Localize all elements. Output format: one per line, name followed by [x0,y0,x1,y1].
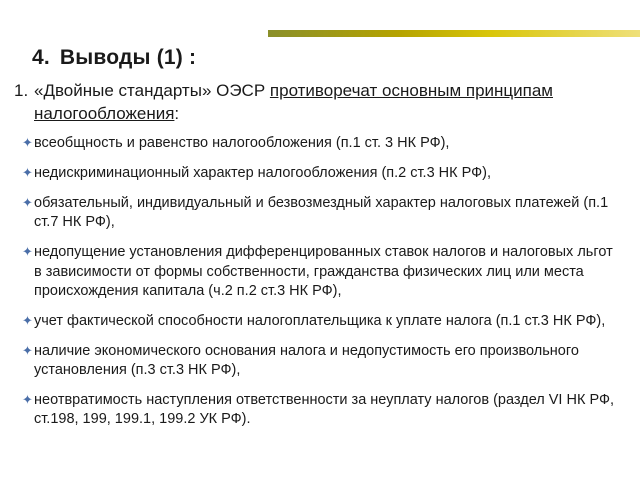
page-title [32,46,196,70]
lead-text [34,80,628,126]
list-item [14,312,628,331]
page-title-text: Выводы (1) : [59,46,197,69]
decorative-top-bar [268,30,640,37]
list-item [14,134,628,153]
list-item-text: неотвратимость наступления ответственности за неуплату налогов (раздел VI НК РФ, ст.198, 199, 199.1, 199.2 УК РФ). [34,392,614,428]
lead-item [14,80,628,126]
list-item-text: всеобщность и равенство налогообложения (п.1 ст. 3 НК РФ), [34,134,450,151]
lead-part2-underlined: противоречат основным принципам налогообложения [34,81,553,123]
diamond-bullet-icon: ✦ [22,165,33,180]
list-item [14,164,628,183]
list-item-text: недискриминационный характер налогообложения (п.2 ст.3 НК РФ), [34,165,491,181]
list-item-text: наличие экономического основания налога и недопустимость его произвольного установления (п.3 ст.3 НК РФ), [34,342,579,378]
list-item [14,194,628,232]
diamond-bullet-icon: ✦ [22,195,33,211]
bullet-list [14,134,628,430]
diamond-bullet-icon: ✦ [22,244,33,260]
lead-marker: 1. [14,81,29,100]
slide-content [14,80,628,440]
list-item-text: недопущение установления дифференцированных ставок налогов и налоговых льгот в зависимости от формы собственности, гражданства физических лиц или места происхождения капитала (ч.2 п.2 ст.3 НК РФ), [34,244,613,299]
list-item-text: обязательный, индивидуальный и безвозмездный характер налоговых платежей (п.1 ст.7 НК РФ), [34,195,609,231]
list-item [14,391,628,429]
list-item [14,243,628,300]
diamond-bullet-icon: ✦ [22,342,33,358]
diamond-bullet-icon: ✦ [22,134,33,150]
diamond-bullet-icon: ✦ [22,392,33,408]
list-item [14,342,628,380]
page-title-number: 4. [32,46,50,69]
diamond-bullet-icon: ✦ [22,312,33,328]
lead-part1: «Двойные стандарты» ОЭСР [34,81,270,100]
list-item-text: учет фактической способности налогоплательщика к уплате налога (п.1 ст.3 НК РФ), [34,312,606,329]
lead-part3: : [174,103,180,123]
